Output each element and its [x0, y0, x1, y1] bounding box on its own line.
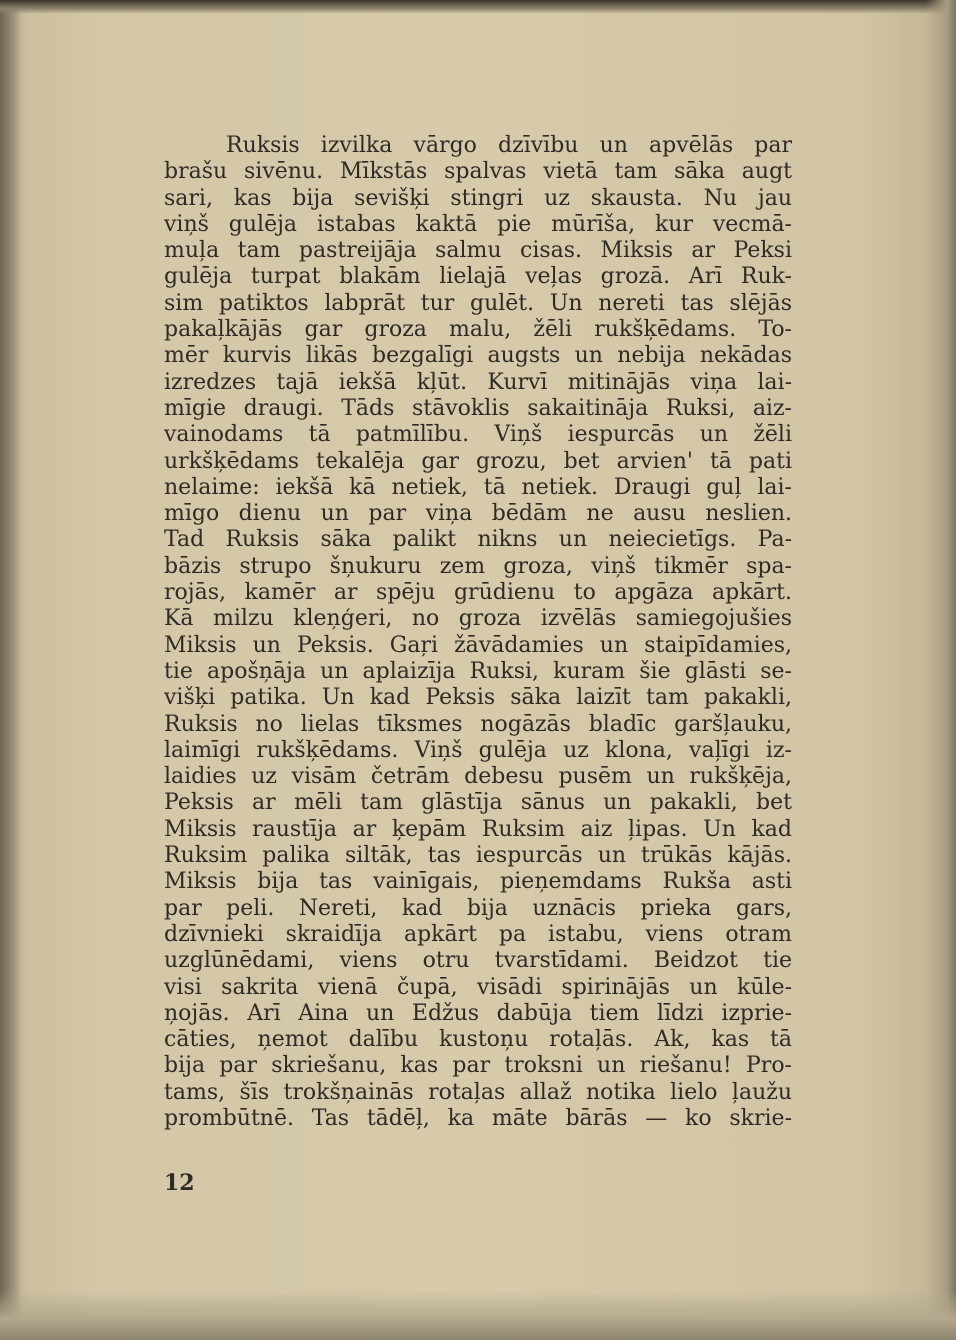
text-line: Miksis un Peksis. Gaŗi žāvādamies un staipīdamies, [164, 632, 792, 658]
text-line: prombūtnē. Tas tādēļ, ka māte bārās — ko skrie- [164, 1105, 792, 1131]
text-line: pakaļkājās gar groza malu, žēli rukšķēdams. To- [164, 317, 792, 343]
text-line: visi sakrita vienā čupā, visādi spirinājās un kūle- [164, 974, 792, 1000]
text-line: viņš gulēja istabas kaktā pie mūrīša, kur vecmā- [164, 211, 792, 237]
text-line: sim patiktos labprāt tur gulēt. Un nereti tas slējās [164, 290, 792, 316]
text-line: Miksis bija tas vainīgais, pieņemdams Rukša asti [164, 869, 792, 895]
text-line: urkšķēdams tekalēja gar grozu, bet arvien' tā pati [164, 448, 792, 474]
text-line: laimīgi rukšķēdams. Viņš gulēja uz klona, vaļīgi iz- [164, 737, 792, 763]
text-line: Ruksis izvilka vārgo dzīvību un apvēlās par [226, 133, 792, 158]
body-text [164, 133, 792, 1132]
text-line: dzīvnieki skraidīja apkārt pa istabu, viens otram [164, 921, 792, 947]
text-line: tie apošņāja un aplaizīja Ruksi, kuram šie glāsti se- [164, 658, 792, 684]
text-line: mīgie draugi. Tāds stāvoklis sakaitināja Ruksi, aiz- [164, 395, 792, 421]
text-line: ņojās. Arī Aina un Edžus dabūja tiem līdzi izprie- [164, 1000, 792, 1026]
top-edge [0, 0, 956, 14]
text-line: nelaime: iekšā kā netiek, tā netiek. Draugi guļ lai- [164, 474, 792, 500]
page-number: 12 [164, 1170, 195, 1196]
text-line: višķi patika. Un kad Peksis sāka laizīt tam pakakli, [164, 685, 792, 711]
text-line: Ruksim palika siltāk, tas iespurcās un trūkās kājās. [164, 843, 792, 869]
text-line: mīgo dienu un par viņa bēdām ne ausu neslien. [164, 501, 792, 527]
text-line: cāties, ņemot dalību kustoņu rotaļās. Ak, kas tā [164, 1027, 792, 1053]
text-line: brašu sivēnu. Mīkstās spalvas vietā tam sāka augt [164, 159, 792, 185]
text-line: Tad Ruksis sāka palikt nikns un neiecietīgs. Pa- [164, 527, 792, 553]
text-line: muļa tam pastreijāja salmu cisas. Miksis ar Peksi [164, 238, 792, 264]
text-line: rojās, kamēr ar spēju grūdienu to apgāza apkārt. [164, 580, 792, 606]
text-line: vainodams tā patmīlību. Viņš iespurcās un žēli [164, 422, 792, 448]
text-line: mēr kurvis likās bezgalīgi augsts un nebija nekādas [164, 343, 792, 369]
right-edge [926, 0, 956, 1340]
text-line: bāzis strupo šņukuru zem groza, viņš tikmēr spa- [164, 553, 792, 579]
text-line: sari, kas bija sevišķi stingri uz skausta. Nu jau [164, 185, 792, 211]
text-line: Ruksis no lielas tīksmes nogāzās bladīc garšļauku, [164, 711, 792, 737]
text-line: bija par skriešanu, kas par troksni un riešanu! Pro- [164, 1053, 792, 1079]
text-line: izredzes tajā iekšā kļūt. Kurvī mitinājās viņa lai- [164, 369, 792, 395]
text-line: Miksis raustīja ar ķepām Ruksim aiz ļipas. Un kad [164, 816, 792, 842]
text-line: Peksis ar mēli tam glāstīja sānus un pakakli, bet [164, 790, 792, 816]
spine-shadow [0, 0, 22, 1340]
text-line: par peli. Nereti, kad bija uznācis prieka gars, [164, 895, 792, 921]
bottom-edge [0, 1290, 956, 1340]
text-line: gulēja turpat blakām lielajā veļas grozā. Arī Ruk- [164, 264, 792, 290]
text-line: Kā milzu kleņģeri, no groza izvēlās samiegojušies [164, 606, 792, 632]
text-line: laidies uz visām četrām debesu pusēm un rukšķēja, [164, 764, 792, 790]
text-line: uzglūnēdami, viens otru tvarstīdami. Beidzot tie [164, 948, 792, 974]
text-line: tams, šīs trokšņainās rotaļas allaž notika lielo ļaužu [164, 1079, 792, 1105]
